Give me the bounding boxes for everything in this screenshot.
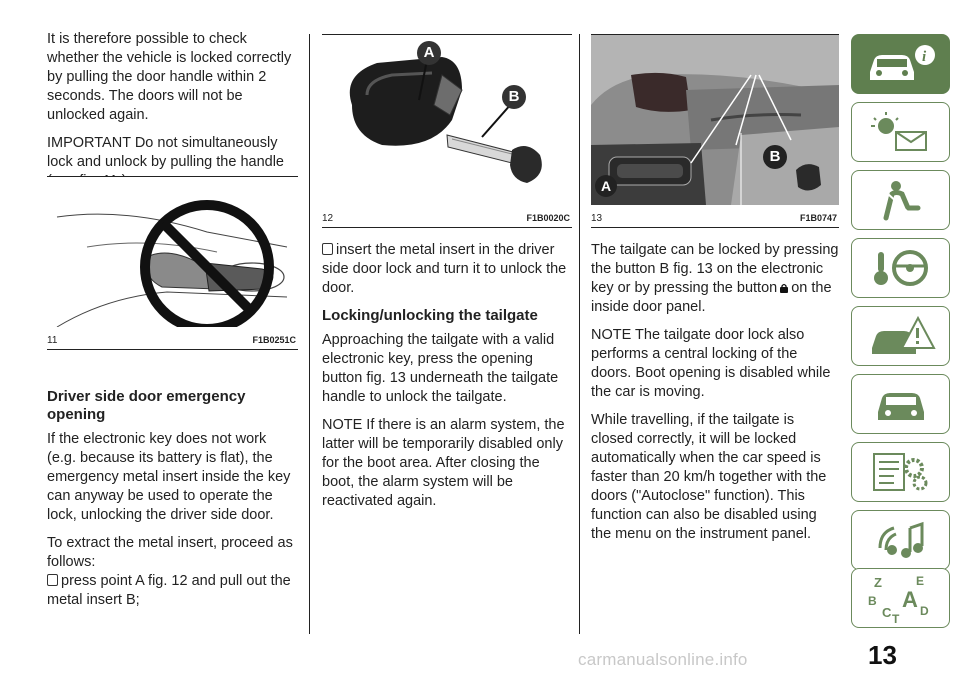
svg-text:i: i [921, 49, 926, 65]
warning-lights-icon [866, 110, 936, 154]
no-pulling-handle-illustration [47, 177, 298, 327]
index-letter: T [891, 612, 899, 623]
tab-safety[interactable] [851, 170, 950, 230]
tab-starting-driving[interactable] [851, 238, 950, 298]
page-number: 13 [868, 640, 897, 670]
tailgate-button-photo [591, 35, 839, 205]
paragraph: It is therefore possible to check whether the vehicle is locked correctly by pulling the door handle within 2 seconds. The doors will not be unlocked again. [47, 31, 292, 123]
section-heading: Driver side door emergency opening [47, 388, 246, 423]
bullet-icon [322, 243, 333, 255]
watermark-text: carmanualsonline.info [578, 650, 748, 669]
tab-maintenance[interactable] [851, 374, 950, 434]
callout-a: A [595, 175, 617, 197]
bullet-item [47, 572, 299, 610]
section-heading: Locking/unlocking the tailgate [322, 307, 538, 324]
tab-car-info[interactable] [851, 34, 950, 94]
starting-driving-icon [866, 246, 936, 290]
tab-warning-lights[interactable] [851, 102, 950, 162]
key-metal-insert-illustration [322, 35, 572, 205]
figure-caption [47, 331, 298, 349]
paragraph: IMPORTANT Do not simultaneously lock and unlock by pulling the handle [47, 135, 284, 170]
column-1-lower [47, 384, 299, 619]
figure-code: F1B0020C [526, 213, 570, 223]
bullet-text: insert the metal insert in the driver side door lock and turn it to unlock the door. [322, 242, 567, 296]
paragraph: If the electronic key does not work (e.g. because its battery is flat), the emergency metal insert inside the key can anyway be used to operate the lock, unlocking the driver side door. [47, 431, 291, 523]
index-letter: Z [873, 575, 882, 590]
callout-b: B [763, 145, 787, 169]
tab-technical-data[interactable] [851, 442, 950, 502]
car-info-icon [862, 42, 940, 86]
figure-13 [591, 34, 839, 228]
emergency-icon [866, 314, 936, 358]
column-divider [579, 34, 580, 634]
index-letter: C [881, 605, 891, 620]
figure-code: F1B0251C [252, 335, 296, 345]
figure-11 [47, 176, 298, 350]
bullet-icon [47, 574, 58, 586]
index-icon [866, 573, 936, 623]
figure-number: 13 [591, 213, 603, 224]
figure-number: 11 [47, 335, 58, 346]
column-3 [591, 241, 839, 553]
callout-b: B [502, 85, 526, 109]
multimedia-icon [866, 518, 936, 562]
paragraph: While travelling, if the tailgate is closed correctly, it will be locked automatically when the car speed is faster than 20 km/h together with the doors ("Autoclose" function). This function can also be disabled using the menu on the instrument panel. [591, 412, 827, 542]
safety-icon [866, 178, 936, 222]
tab-multimedia[interactable] [851, 510, 950, 570]
paragraph: NOTE If there is an alarm system, the latter will be temporarily disabled only for the boot area. After closing the boot, the alarm system will be reactivated again. [322, 417, 565, 509]
bullet-text: press point A fig. 12 and pull out the metal insert B; [47, 573, 291, 608]
tab-index[interactable] [851, 568, 950, 628]
figure-code: F1B0747 [799, 213, 837, 223]
index-letter: D [919, 604, 929, 618]
maintenance-icon [866, 382, 936, 426]
callout-a: A [417, 41, 441, 65]
figure-number: 12 [322, 213, 334, 224]
figure-caption [322, 209, 572, 227]
technical-data-icon [866, 450, 936, 494]
paragraph-text: on the inside door panel. [591, 280, 832, 315]
figure-caption [591, 209, 839, 227]
index-letter: B [867, 594, 877, 608]
figure-12 [322, 34, 572, 228]
index-letter: E [915, 574, 924, 588]
index-letter: A [901, 587, 918, 612]
paragraph [591, 241, 839, 317]
paragraph: To extract the metal insert, proceed as follows: [47, 535, 293, 570]
tab-emergency[interactable] [851, 306, 950, 366]
lock-icon [779, 283, 789, 293]
paragraph: Approaching the tailgate with a valid electronic key, press the opening button fig. 13 underneath the tailgate handle to unlock the tailgate. [322, 332, 559, 405]
column-divider [309, 34, 310, 634]
column-2 [322, 241, 572, 520]
bullet-item [322, 241, 572, 298]
paragraph: NOTE The tailgate door lock also performs a central locking of the doors. Boot opening is disabled while the car is moving. [591, 327, 831, 400]
column-1 [47, 30, 299, 200]
paragraph-text: The tailgate can be locked by pressing the button B fig. 13 on the electronic key or by pressing the button [591, 242, 839, 296]
